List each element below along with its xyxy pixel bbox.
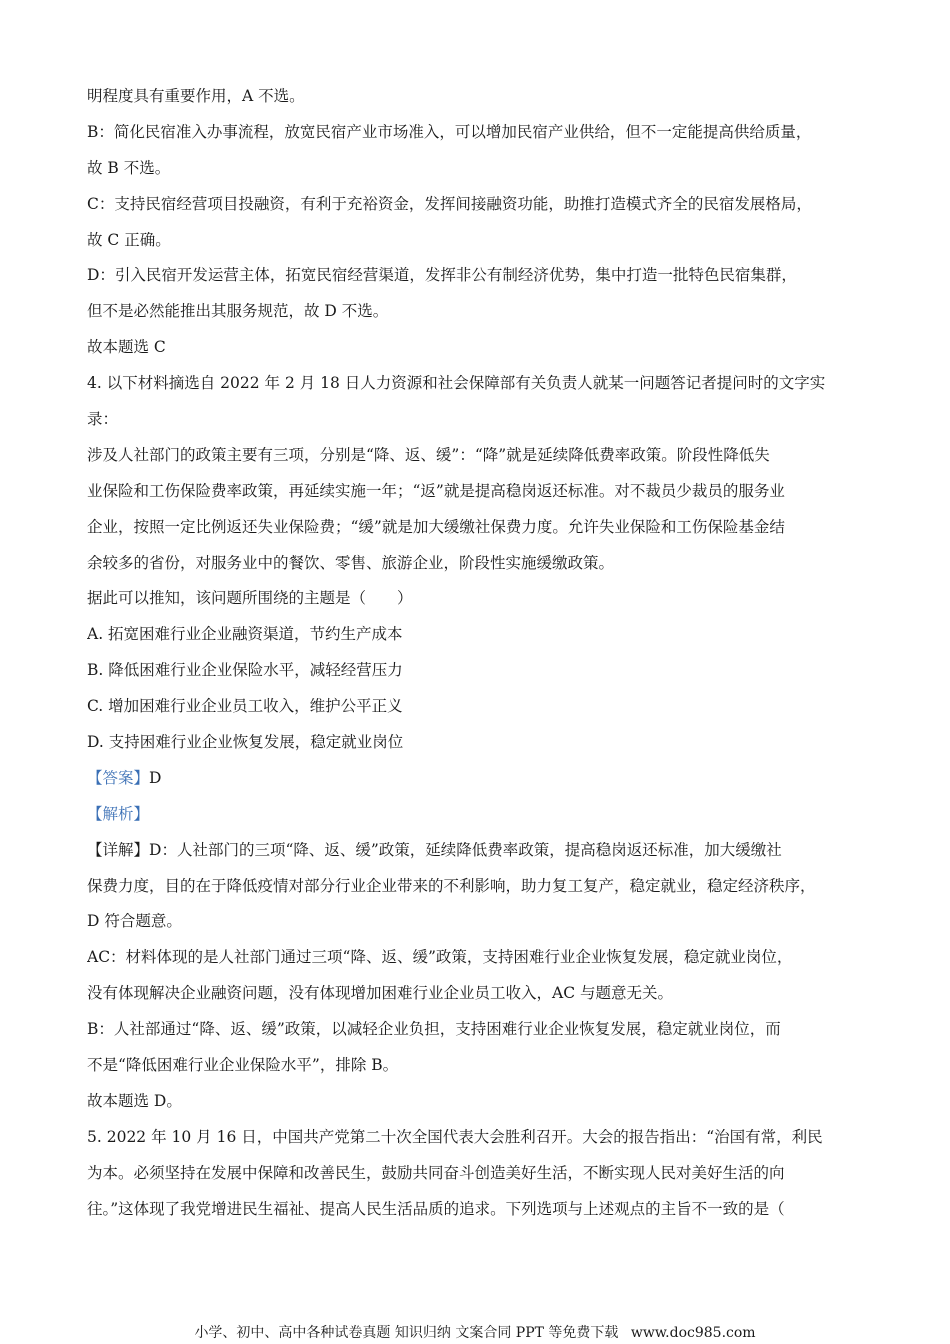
material-line: 业保险和工伤保险费率政策，再延续实施一年；“返”就是提高稳岗返还标准。对不裁员少裁员的服务业 xyxy=(87,481,785,500)
option-a: A. 拓宽困难行业企业融资渠道，节约生产成本 xyxy=(87,625,403,644)
option-c: C. 增加困难行业企业员工收入，维护公平正义 xyxy=(87,697,403,716)
footer-text: 小学、初中、高中各种试卷真题 知识归纳 文案合同 PPT 等免费下载 xyxy=(194,1325,619,1341)
document-body xyxy=(87,79,867,1228)
option-b: B. 降低困难行业企业保险水平，减轻经营压力 xyxy=(87,661,403,680)
answer-line xyxy=(87,761,867,797)
footer-link[interactable]: www.doc985.com xyxy=(630,1325,756,1341)
question-4-stem: 4. 以下材料摘选自 2022 年 2 月 18 日人力资源和社会保障部有关负责人就某一问题答记者提问时的文字实 xyxy=(87,374,826,393)
text-line: 但不是必然能推出其服务规范，故 D 不选。 xyxy=(87,302,389,321)
text-line: B：人社部通过“降、返、缓”政策，以减轻企业负担，支持困难行业企业恢复发展，稳定就业岗位，而 xyxy=(87,1020,781,1039)
text-line: 故本题选 D。 xyxy=(87,1091,182,1110)
page-footer xyxy=(0,1322,950,1342)
text-line: 故 B 不选。 xyxy=(87,158,171,177)
material-line: 余较多的省份，对服务业中的餐饮、零售、旅游企业，阶段性实施缓缴政策。 xyxy=(87,553,615,572)
text-line: 故本题选 C xyxy=(87,338,166,357)
text-line: 不是“降低困难行业企业保险水平”，排除 B。 xyxy=(87,1056,399,1075)
detail-line xyxy=(87,833,867,869)
text-line: D：引入民宿开发运营主体，拓宽民宿经营渠道，发挥非公有制经济优势，集中打造一批特色民宿集群， xyxy=(87,266,797,285)
text-line: 明程度具有重要作用，A 不选。 xyxy=(87,87,305,105)
question-5-stem: 5. 2022 年 10 月 16 日，中国共产党第二十次全国代表大会胜利召开。大会的报告指出：“治国有常，利民 xyxy=(87,1127,823,1146)
question-prompt: 据此可以推知，该问题所围绕的主题是（ ） xyxy=(87,589,413,608)
text-line: D 符合题意。 xyxy=(87,912,182,931)
analysis-tag: 【解析】 xyxy=(87,804,150,823)
material-line: 企业，按照一定比例返还失业保险费；“缓”就是加大缓缴社保费力度。允许失业保险和工伤保险基金结 xyxy=(87,517,785,536)
text-line: AC：材料体现的是人社部门通过三项“降、返、缓”政策，支持困难行业企业恢复发展，稳定就业岗位， xyxy=(87,948,793,967)
text-line: 保费力度，目的在于降低疫情对部分行业企业带来的不利影响，助力复工复产，稳定就业，稳定经济秩序， xyxy=(87,876,816,895)
material-line: 涉及人社部门的政策主要有三项，分别是“降、返、缓”：“降”就是延续降低费率政策。阶段性降低失 xyxy=(87,445,770,464)
text-line: 没有体现解决企业融资问题，没有体现增加困难行业企业员工收入，AC 与题意无关。 xyxy=(87,984,673,1003)
text-line: 录： xyxy=(87,410,119,429)
detail-text: D：人社部门的三项“降、返、缓”政策，延续降低费率政策，提高稳岗返还标准，加大缓缴社 xyxy=(149,840,782,859)
detail-tag: 【详解】 xyxy=(87,840,150,859)
option-d: D. 支持困难行业企业恢复发展，稳定就业岗位 xyxy=(87,733,404,752)
text-line: 往。”这体现了我党增进民生福祉、提高人民生活品质的追求。下列选项与上述观点的主旨不一致的是（ xyxy=(87,1199,785,1218)
text-line: 故 C 正确。 xyxy=(87,230,171,249)
text-line: C：支持民宿经营项目投融资，有利于充裕资金，发挥间接融资功能，助推打造模式齐全的民宿发展格局， xyxy=(87,194,812,213)
answer-value: D xyxy=(149,768,162,787)
answer-tag: 【答案】 xyxy=(87,768,150,787)
text-line: 为本。必须坚持在发展中保障和改善民生，鼓励共同奋斗创造美好生活，不断实现人民对美好生活的向 xyxy=(87,1163,785,1182)
analysis-line xyxy=(87,797,867,833)
text-line: B：简化民宿准入办事流程，放宽民宿产业市场准入，可以增加民宿产业供给，但不一定能提高供给质量， xyxy=(87,122,812,141)
